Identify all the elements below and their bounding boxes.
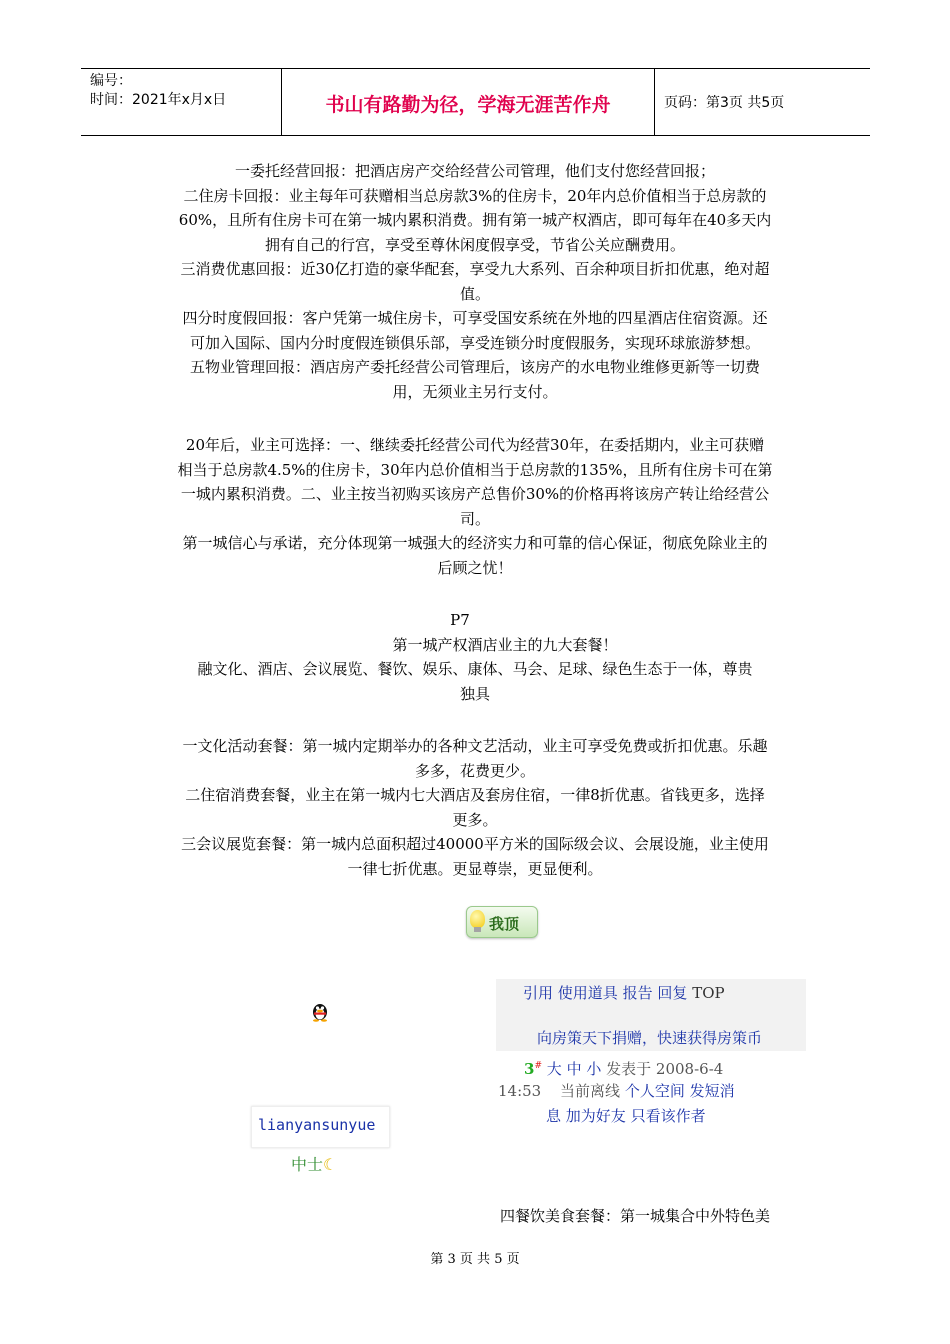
report-link[interactable]: 报告 bbox=[622, 984, 653, 1002]
text-line: 值。 bbox=[459, 284, 490, 303]
user-rank bbox=[291, 1152, 337, 1175]
header-motto: 书山有路勤为径，学海无涯苦作舟 bbox=[325, 94, 611, 116]
text-line: 多多，花费更少。 bbox=[414, 761, 535, 780]
font-size-large[interactable]: 大 bbox=[546, 1060, 562, 1078]
text-line: 一律七折优惠。更显尊崇，更显便利。 bbox=[347, 859, 603, 878]
post-action-bar bbox=[496, 979, 806, 1051]
send-message-link-cont[interactable]: 息 bbox=[546, 1107, 562, 1125]
header-bottom-border bbox=[81, 135, 870, 136]
rank-label: 中士 bbox=[291, 1155, 324, 1174]
top-link[interactable]: TOP bbox=[692, 984, 725, 1002]
after-20-years-paragraph bbox=[140, 433, 810, 580]
floor-mark: # bbox=[534, 1061, 542, 1071]
posted-date: 发表于 2008-6-4 bbox=[606, 1060, 724, 1078]
my-top-button[interactable] bbox=[466, 906, 538, 938]
online-status: 当前离线 bbox=[560, 1082, 621, 1100]
text-line: 一城内累积消费。二、业主按当初购买该房产总售价30%的价格再将该房产转让给经营公 bbox=[180, 485, 770, 503]
text-line: 一文化活动套餐：第一城内定期举办的各种文艺活动，业主可享受免费或折扣优惠。乐趣 bbox=[182, 737, 768, 755]
username-link[interactable]: lianyansunyue bbox=[258, 1116, 376, 1134]
text-line: 更多。 bbox=[452, 810, 498, 829]
page-footer: 第 3 页 共 5 页 bbox=[430, 1252, 520, 1267]
post-meta-line-1 bbox=[524, 1054, 723, 1082]
quote-link[interactable]: 引用 bbox=[523, 984, 554, 1002]
section-subtitle: 融文化、酒店、会议展览、餐饮、娱乐、康体、马会、足球、绿色生态于一体，尊贵 bbox=[197, 660, 753, 678]
text-line: 用，无须业主另行支付。 bbox=[392, 382, 558, 401]
time-label: 时间：2021年x月x日 bbox=[90, 92, 227, 108]
personal-space-link[interactable]: 个人空间 bbox=[624, 1082, 685, 1100]
text-line: 三消费优惠回报：近30亿打造的豪华配套，享受九大系列、百余种项目折扣优惠，绝对超 bbox=[180, 260, 770, 278]
p7-heading bbox=[140, 608, 810, 706]
username-box bbox=[251, 1106, 390, 1148]
font-size-medium[interactable]: 中 bbox=[566, 1060, 582, 1078]
page-tag: P7 bbox=[450, 611, 470, 629]
section-subtitle: 独具 bbox=[459, 684, 490, 703]
text-line: 第一城信心与承诺，充分体现第一城强大的经济实力和可靠的信心保证，彻底免除业主的 bbox=[182, 534, 768, 552]
text-line: 五物业管理回报：酒店房产委托经营公司管理后，该房产的水电物业维修更新等一切费 bbox=[189, 358, 760, 376]
text-line: 可加入国际、国内分时度假连锁俱乐部，享受连锁分时度假服务，实现环球旅游梦想。 bbox=[189, 333, 760, 352]
text-line: 20年后，业主可选择：一、继续委托经营公司代为经营30年，在委括期内，业主可获赠 bbox=[185, 436, 765, 454]
floor-number: 3 bbox=[524, 1060, 535, 1078]
posted-time: 14:53 bbox=[498, 1082, 542, 1100]
text-line: 拥有自己的行宫，享受至尊休闲度假享受，节省公关应酬费用。 bbox=[264, 235, 685, 254]
text-line: 三会议展览套餐：第一城内总面积超过40000平方米的国际级会议、会展设施，业主使用 bbox=[181, 835, 769, 853]
serial-label: 编号： bbox=[90, 73, 132, 89]
text-line: 一委托经营回报：把酒店房产交给经营公司管理，他们支付您经营回报； bbox=[234, 162, 715, 180]
use-item-link[interactable]: 使用道具 bbox=[557, 984, 618, 1002]
text-line: 四分时度假回报：客户凭第一城住房卡，可享受国安系统在外地的四星酒店住宿资源。还 bbox=[182, 309, 768, 327]
post-meta-line-3 bbox=[546, 1104, 706, 1129]
post-text: 四餐饮美食套餐：第一城集合中外特色美 bbox=[500, 1207, 771, 1225]
text-line: 后顾之忧！ bbox=[437, 558, 513, 577]
text-line: 二住宿消费套餐，业主在第一城内七大酒店及套房住宿，一律8折优惠。省钱更多，选择 bbox=[185, 786, 765, 804]
post-meta-line-2 bbox=[498, 1079, 735, 1104]
returns-paragraph bbox=[140, 159, 810, 404]
my-top-label: 我顶 bbox=[489, 915, 520, 933]
reply-link[interactable]: 回复 bbox=[657, 984, 688, 1002]
header-divider-right bbox=[654, 68, 655, 136]
lightbulb-icon bbox=[470, 910, 485, 928]
send-message-link[interactable]: 发短消 bbox=[689, 1082, 735, 1100]
moon-icon: ☾ bbox=[323, 1155, 338, 1174]
page-label: 页码：第3页 共5页 bbox=[664, 95, 785, 111]
font-size-small[interactable]: 小 bbox=[586, 1060, 602, 1078]
header-top-border bbox=[81, 68, 870, 69]
only-author-link[interactable]: 只看该作者 bbox=[630, 1107, 706, 1125]
lightbulb-base-icon bbox=[474, 927, 481, 932]
text-line: 60%，且所有住房卡可在第一城内累积消费。拥有第一城产权酒店，即可每年在40多天内 bbox=[178, 211, 772, 229]
donate-link[interactable]: 向房策天下捐赠，快速获得房策币 bbox=[537, 1029, 763, 1047]
text-line: 二住房卡回报：业主每年可获赠相当总房款3%的住房卡，20年内总价值相当于总房款的 bbox=[183, 186, 767, 205]
text-line: 相当于总房款4.5%的住房卡，30年内总价值相当于总房款的135%，且所有住房卡可在第 bbox=[177, 460, 773, 479]
section-title: 第一城产权酒店业主的九大套餐！ bbox=[392, 635, 618, 654]
qq-penguin-icon[interactable] bbox=[310, 1000, 330, 1022]
text-line: 司。 bbox=[459, 509, 490, 528]
packages-paragraph bbox=[140, 734, 810, 881]
add-friend-link[interactable]: 加为好友 bbox=[565, 1107, 626, 1125]
